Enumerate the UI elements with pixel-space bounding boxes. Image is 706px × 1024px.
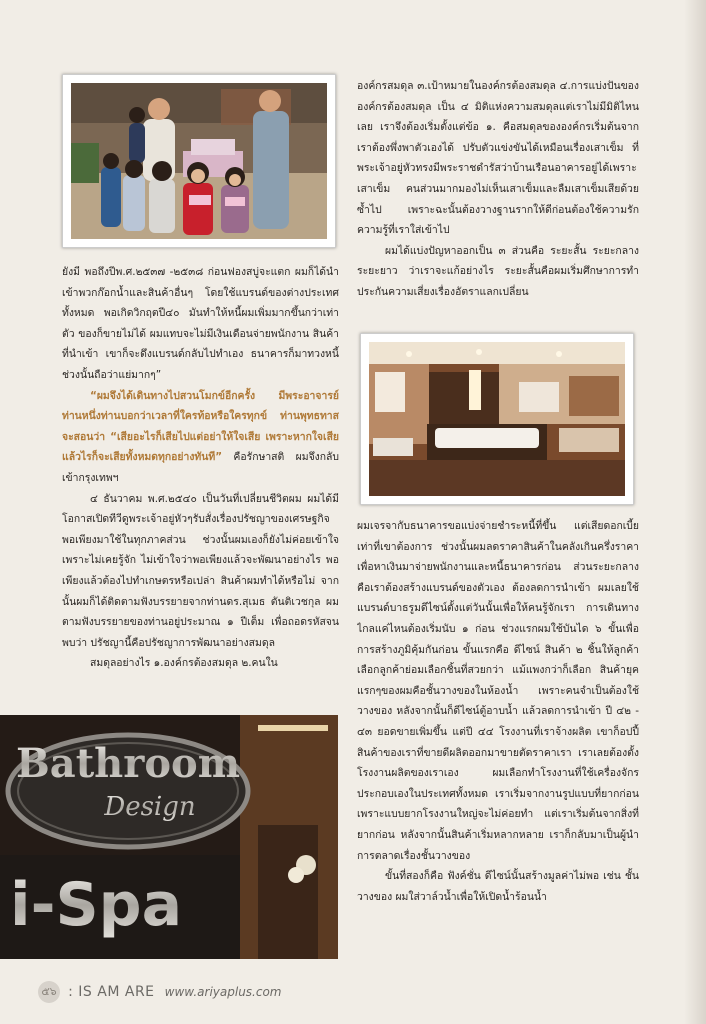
magazine-url[interactable]: www.ariyaplus.com — [164, 985, 282, 999]
photo-monks-and-children-illustration — [71, 83, 327, 239]
pull-quote-paragraph — [62, 386, 339, 489]
left-paragraph-3: สมดุลอย่างไร ๑.องค์กรต้องสมดุล ๒.คนใน — [90, 657, 278, 670]
right-paragraph-3: ผมเจรจากับธนาคารขอแบ่งจ่ายชำระหนี้ที่ขึ้น แต่เสียดอกเบี้ยเท่าที่เขาต้องการ ช่วงนั้นผมลดราคาสินค้าในคลังเกินครึ่งราคา เพื่อหาเงินมาจ่ายพนักงานและหนี้ธนาคารก่อน ส่วนระยะกลางคือเราต้องสร้างแบรนด์ของตัวเอง ต้องลดการนำเข้า ผมเลยใช้แบรนด์บาธรูมดีไซน์ตั้งแต่วันนั้นเพื่อให้คนรู้จักเรา การเดินทางไกลแค่ไหนต้องเริ่มนับ ๑ ก่อน ช่วงแรกผมใช้บันได ๖ ขั้นเพื่อการสร้างภูมิคุ้มกันก่อน ขั้นแรกคือ ดีไซน์ สินค้า ๒ ชิ้นให้ลูกค้าเลือกลูกค้าย่อมเลือกชิ้นที่สวยกว่า แม้แพงกว่าก็เลือก สินค้ายุคแรกๆของผมคือชั้นวางของในห้องน้ำ เพราะคนจำเป็นต้องใช้วางของ หลังจากนั้นก็ดีไซน์ตู้อาบน้ำ แล้วลดการนำเข้า ปี ๔๒ - ๔๓ ยอดขายเพิ่มขึ้น แต่ปี ๔๔ โรงงานที่เราจ้างผลิต เขาก็อปปี้สินค้าของเราที่ขายดีผลิตออกมาขายตัดราคาเรา เราเลยต้องตั้งโรงงานผลิตของเราเอง ผมเลือกทำโรงงานที่ใช้เครื่องจักรประกอบเองในประเทศทั้งหมด เราเริ่มจากงานรูปแบบที่ยากก่อน เพราะแบบยากโรงงานใหญ่จะไม่ค่อยทำ แต่เราเริ่มต้นจากสิ่งที่ยากก่อน หลังจากนั้นสินค้าเริ่มหลากหลาย เราก็กลับมาเป็นผู้นำการตลาดเรื่องชั้นวางของ — [357, 520, 639, 862]
sign-brand-line1: Bathroom — [15, 740, 241, 787]
magazine-name: : IS AM ARE — [68, 984, 155, 1000]
left-column — [62, 262, 339, 714]
sign-brand-line3: i-Spa — [10, 870, 183, 940]
page-number: ๕๖ — [38, 981, 60, 1003]
right-column-top — [357, 76, 639, 332]
pull-quote: “ผมจึงได้เดินทางไปสวนโมกข์อีกครั้ง มีพระอาจารย์ท่านหนึ่งท่านบอกว่าเวลาที่ใครท้อหรือใครทุกข์ ท่านพุทธทาสจะสอนว่า “เสียอะไรก็เสียไปแต่อย่าให้ใจเสีย เพราะหากใจเสียแล้วไรก็จะเสียทั้งหมดทุกอย่างทันที” — [62, 389, 339, 464]
right-paragraph-4: ขั้นที่สองก็คือ ฟังค์ชั่น ดีไซน์นั้นสร้างมูลค่าไม่พอ เช่น ชั้นวางของ ผมใส่วาล์วน้ำเพื่อให้เปิดน้ำร้อนน้ำ — [357, 870, 639, 903]
right-paragraph-2: ผมได้แบ่งปัญหาออกเป็น ๓ ส่วนคือ ระยะสั้น ระยะกลาง ระยะยาว ว่าเราจะแก้อย่างไร ระยะสั้นคือผมเริ่มศึกษาการทำประกันความเสี่ยงเรื่องอัตราแลกเปลี่ยน — [357, 244, 639, 298]
photo-bathroom-design-sign-illustration — [0, 715, 338, 959]
right-paragraph-1: องค์กรสมดุล ๓.เป้าหมายในองค์กรต้องสมดุล ๔.การแบ่งปันขององค์กรต้องสมดุล เป็น ๔ มิติแห่งความสมดุลแต่เราไม่มีมิติไหนเลย เราจึงต้องเริ่มตั้งแต่ข้อ ๑. คือสมดุลขององค์กรเริ่มต้นจากเราต้องพึ่งพาตัวเองได้ ปรับตัวแข่งขันได้เหมือนเรื่องเสาเข็ม ที่พระเจ้าอยู่หัวทรงมีพระราชดำรัสว่าบ้านเรือนอาคารอยู่ได้เพราะเสาเข็ม คนส่วนมากมองไม่เห็นเสาเข็มและลืมเสาเข็มเสียด้วยซ้ำไป เพราะฉะนั้นต้องวางฐานรากให้ดีก่อนต้องใช้ความรัก ความรู้ที่เราใส่เข้าไป — [357, 80, 639, 237]
sign-brand-line2: Design — [104, 792, 196, 822]
page-edge-shadow — [684, 0, 706, 1024]
page-footer — [38, 981, 282, 1003]
left-paragraph-1: ยังมี พอถึงปีพ.ศ.๒๕๓๗ -๒๕๓๘ ก่อนฟองสบู่จะแตก ผมก็ได้นำเข้าพวกก๊อกน้ำและสินค้าอื่นๆ โดยใช้แบรนด์ของต่างประเทศทั้งหมด พอเกิดวิกฤตปี๔๐ มันทำให้หนี้ผมเพิ่มมากขึ้นกว่าเท่าตัว ของก็ขายไม่ได้ ผมแทบจะไม่มีเงินเดือนจ่ายพนักงาน สินค้าที่นำเข้า เขาก็จะดึงแบรนด์กลับไปทำเอง ธนาคารก็มาทวงหนี้ ช่วงนั้นถือว่าแย่มากๆ” — [62, 266, 339, 381]
photo-monks-and-children — [62, 74, 336, 248]
right-column-bottom — [357, 516, 639, 966]
photo-bathroom-design-sign — [0, 715, 338, 959]
left-paragraph-2: ๔ ธันวาคม พ.ศ.๒๕๔๐ เป็นวันที่เปลี่ยนชีวิตผม ผมได้มีโอกาสเปิดทีวีดูพระเจ้าอยู่หัวๆรับสั่งเรื่องปรัชญาของเศรษฐกิจพอเพียงมาใช้ในทุกภาคส่วน ช่วงนั้นผมเองก็ยังไม่ค่อยเข้าใจเพราะไม่เคยรู้จัก ไม่เข้าใจว่าพอเพียงแล้วจะพัฒนาอย่างไร พอเพียงแล้วต้องไปทำเกษตรหรือเปล่า สินค้าผมทำได้หรือไม่ จากนั้นผมก็ได้ติดตามฟังบรรยายจากท่านดร.สุเมธ ตันติเวชกุล ผมตามฟังบรรยายของท่านอยู่ประมาณ ๑ ปีเต็ม เพื่อถอดรหัสจนพบว่า ปรัชญานี้คือปรัชญาการพัฒนาอย่างสมดุล — [62, 492, 339, 649]
photo-bathroom-showroom — [360, 333, 634, 505]
photo-bathroom-showroom-illustration — [369, 342, 625, 496]
pull-quote-followup: คือรักษาสติ ผมจึงกลับเข้ากรุงเทพฯ — [62, 451, 339, 484]
